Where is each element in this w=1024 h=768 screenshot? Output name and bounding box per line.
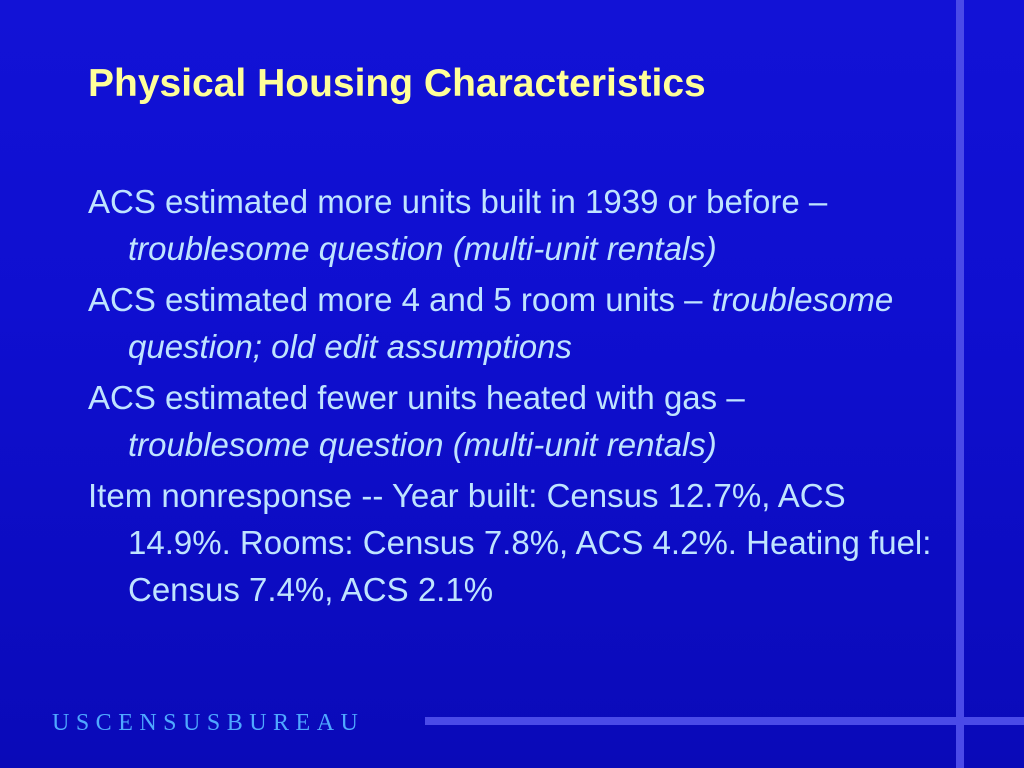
bullet-emphasis: troublesome question; old edit assumptions: [128, 281, 894, 365]
bullet-item: [88, 178, 933, 272]
vertical-divider-line: [956, 0, 964, 768]
bullet-list: [88, 178, 933, 617]
bullet-item: [88, 472, 933, 613]
bullet-emphasis: troublesome question (multi-unit rentals): [128, 426, 717, 463]
bullet-text: ACS estimated fewer units heated with gas –: [88, 379, 745, 416]
bullet-item: [88, 276, 933, 370]
bullet-item: [88, 374, 933, 468]
bullet-emphasis: troublesome question (multi-unit rentals): [128, 230, 717, 267]
slide-title: Physical Housing Characteristics: [88, 62, 706, 105]
bullet-text: ACS estimated more 4 and 5 room units –: [88, 281, 712, 318]
bullet-text: ACS estimated more units built in 1939 or before –: [88, 183, 828, 220]
horizontal-divider-line: [425, 717, 1024, 725]
footer-logo-text: USCENSUSBUREAU: [52, 710, 365, 736]
bullet-text: Item nonresponse -- Year built: Census 12.7%, ACS 14.9%. Rooms: Census 7.8%, ACS 4.2%. Heating fuel: Census 7.4%, ACS 2.1%: [88, 477, 932, 608]
